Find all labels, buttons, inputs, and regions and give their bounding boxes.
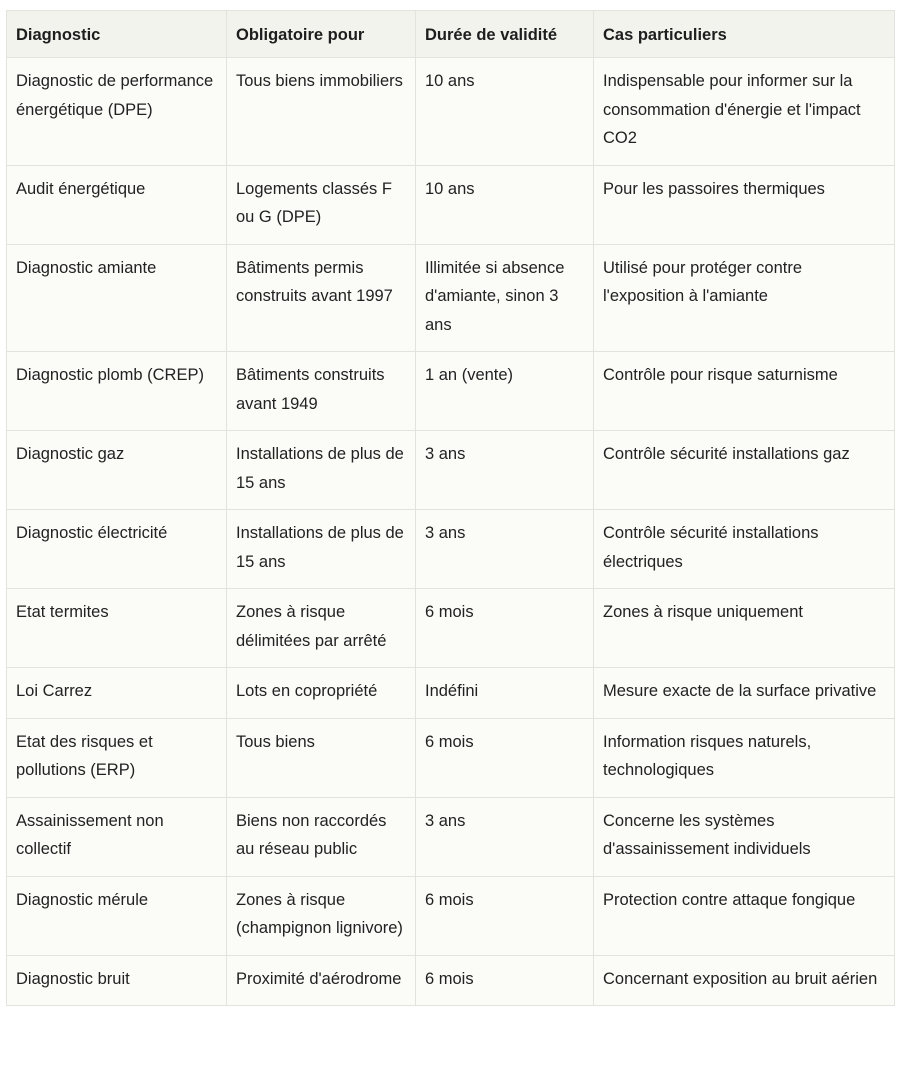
cell-obligatoire: Logements classés F ou G (DPE)	[227, 165, 416, 244]
cell-diagnostic: Etat des risques et pollutions (ERP)	[7, 718, 227, 797]
cell-cas: Indispensable pour informer sur la consommation d'énergie et l'impact CO2	[594, 58, 895, 166]
cell-diagnostic: Audit énergétique	[7, 165, 227, 244]
table-row	[7, 431, 895, 510]
diagnostics-table-container	[6, 10, 894, 1006]
cell-cas: Concerne les systèmes d'assainissement individuels	[594, 797, 895, 876]
table-row	[7, 244, 895, 352]
cell-diagnostic: Diagnostic mérule	[7, 876, 227, 955]
cell-obligatoire: Tous biens	[227, 718, 416, 797]
cell-diagnostic: Diagnostic amiante	[7, 244, 227, 352]
cell-duree: Indéfini	[416, 668, 594, 719]
cell-cas: Utilisé pour protéger contre l'exposition à l'amiante	[594, 244, 895, 352]
table-header	[7, 11, 895, 58]
cell-duree: 6 mois	[416, 589, 594, 668]
cell-obligatoire: Tous biens immobiliers	[227, 58, 416, 166]
cell-diagnostic: Diagnostic bruit	[7, 955, 227, 1006]
cell-diagnostic: Loi Carrez	[7, 668, 227, 719]
table-row	[7, 668, 895, 719]
cell-obligatoire: Installations de plus de 15 ans	[227, 431, 416, 510]
cell-duree: 6 mois	[416, 876, 594, 955]
cell-cas: Contrôle sécurité installations électriques	[594, 510, 895, 589]
cell-cas: Mesure exacte de la surface privative	[594, 668, 895, 719]
header-row	[7, 11, 895, 58]
table-row	[7, 510, 895, 589]
table-row	[7, 718, 895, 797]
table-body	[7, 58, 895, 1006]
cell-cas: Information risques naturels, technologiques	[594, 718, 895, 797]
cell-diagnostic: Diagnostic gaz	[7, 431, 227, 510]
cell-cas: Protection contre attaque fongique	[594, 876, 895, 955]
cell-duree: 6 mois	[416, 955, 594, 1006]
cell-cas: Pour les passoires thermiques	[594, 165, 895, 244]
header-cas-particuliers: Cas particuliers	[594, 11, 895, 58]
cell-cas: Concernant exposition au bruit aérien	[594, 955, 895, 1006]
cell-diagnostic: Etat termites	[7, 589, 227, 668]
cell-obligatoire: Bâtiments construits avant 1949	[227, 352, 416, 431]
table-row	[7, 876, 895, 955]
cell-obligatoire: Installations de plus de 15 ans	[227, 510, 416, 589]
cell-obligatoire: Zones à risque (champignon lignivore)	[227, 876, 416, 955]
cell-obligatoire: Zones à risque délimitées par arrêté	[227, 589, 416, 668]
cell-diagnostic: Diagnostic plomb (CREP)	[7, 352, 227, 431]
table-row	[7, 352, 895, 431]
cell-duree: 3 ans	[416, 797, 594, 876]
cell-duree: 10 ans	[416, 58, 594, 166]
cell-cas: Contrôle pour risque saturnisme	[594, 352, 895, 431]
cell-obligatoire: Biens non raccordés au réseau public	[227, 797, 416, 876]
header-obligatoire-pour: Obligatoire pour	[227, 11, 416, 58]
cell-cas: Contrôle sécurité installations gaz	[594, 431, 895, 510]
table-row	[7, 589, 895, 668]
table-row	[7, 58, 895, 166]
cell-duree: 3 ans	[416, 510, 594, 589]
cell-duree: 6 mois	[416, 718, 594, 797]
diagnostics-table	[6, 10, 895, 1006]
header-duree-validite: Durée de validité	[416, 11, 594, 58]
cell-obligatoire: Lots en copropriété	[227, 668, 416, 719]
cell-diagnostic: Diagnostic de performance énergétique (DPE)	[7, 58, 227, 166]
cell-cas: Zones à risque uniquement	[594, 589, 895, 668]
header-diagnostic: Diagnostic	[7, 11, 227, 58]
cell-duree: Illimitée si absence d'amiante, sinon 3 ans	[416, 244, 594, 352]
cell-diagnostic: Assainissement non collectif	[7, 797, 227, 876]
table-row	[7, 165, 895, 244]
cell-diagnostic: Diagnostic électricité	[7, 510, 227, 589]
table-row	[7, 955, 895, 1006]
cell-duree: 10 ans	[416, 165, 594, 244]
cell-obligatoire: Bâtiments permis construits avant 1997	[227, 244, 416, 352]
table-row	[7, 797, 895, 876]
cell-obligatoire: Proximité d'aérodrome	[227, 955, 416, 1006]
cell-duree: 1 an (vente)	[416, 352, 594, 431]
cell-duree: 3 ans	[416, 431, 594, 510]
